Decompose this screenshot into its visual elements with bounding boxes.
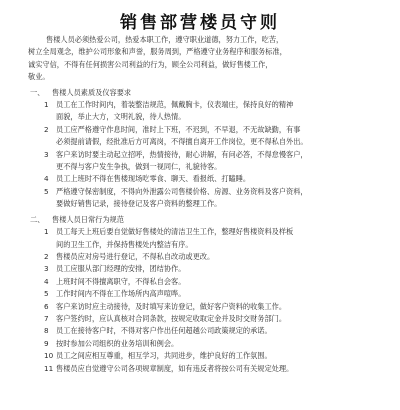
item-text: 要做好销售记录，接待登记及客户资料的整理工作。 — [56, 199, 222, 209]
list-item-line — [0, 161, 400, 173]
item-number: 1 — [44, 227, 49, 237]
item-number: 2 — [44, 124, 49, 134]
item-text: 客户来访时应主动接待，及时填写来访登记，做好客户资料的收集工作。 — [56, 301, 287, 311]
item-text: 售楼员应对房号进行登记，不得私自改动或更改。 — [56, 251, 215, 261]
section-2-items — [0, 226, 400, 375]
item-number: 3 — [44, 149, 49, 159]
list-item-line — [0, 263, 400, 275]
item-text: 更不得与客户发生争执，做到一视同仁，礼貌待客。 — [56, 162, 222, 172]
item-number: 1 — [44, 100, 49, 110]
item-text: 员工在工作时间内，着装整洁规范，佩戴胸卡，仪表端庄，保持良好的精神 — [56, 100, 294, 110]
list-item-line — [0, 111, 400, 123]
item-number: 10 — [44, 351, 54, 361]
intro-line: 敬业。 — [28, 72, 50, 82]
list-item-line — [0, 124, 400, 136]
list-item-line — [0, 325, 400, 337]
item-text: 间的卫生工作，并保持售楼处内整洁有序。 — [56, 239, 193, 249]
section-heading — [0, 214, 400, 226]
section-heading-text: 售楼人员日常行为规范 — [52, 214, 124, 224]
item-text: 上班时间不得擅离职守，不得私自会客。 — [56, 276, 186, 286]
section-heading — [0, 87, 400, 99]
item-text: 客户来访时要主动起立招呼，热情接待，耐心讲解，有问必答，不得怠慢客户， — [56, 149, 308, 159]
item-number: 2 — [44, 251, 49, 261]
section-1-items — [0, 99, 400, 211]
item-number: 4 — [44, 276, 49, 286]
list-item-line — [0, 186, 400, 198]
list-item-line — [0, 251, 400, 263]
item-text: 售楼员应自觉遵守公司各项规章制度，如有违反者将按公司有关规定处理。 — [56, 363, 294, 373]
item-number: 5 — [44, 289, 49, 299]
item-number: 3 — [44, 264, 49, 274]
item-text: 员工上班时不得在售楼现场吃零食、聊天、看报纸、打瞌睡。 — [56, 174, 251, 184]
document-body — [0, 34, 400, 375]
section-heading-text: 售楼人员素质及仪容要求 — [52, 87, 132, 97]
list-item-line — [0, 198, 400, 210]
item-text: 面貌，举止大方，文明礼貌，待人热情。 — [56, 112, 186, 122]
item-number: 4 — [44, 174, 49, 184]
list-item-line — [0, 313, 400, 325]
list-item-line — [0, 350, 400, 362]
list-item-line — [0, 173, 400, 185]
item-text: 员工应严格遵守作息时间，准时上下班，不迟到，不早退，不无故缺勤，有事 — [56, 124, 301, 134]
list-item-line — [0, 301, 400, 313]
item-text: 员工在接待客户时，不得对客户作出任何超越公司政策规定的承诺。 — [56, 326, 272, 336]
item-number: 11 — [44, 363, 54, 373]
item-number: 6 — [44, 301, 49, 311]
list-item-line — [0, 149, 400, 161]
list-item-line — [0, 338, 400, 350]
item-text: 按时参加公司组织的业务培训和例会。 — [56, 338, 179, 348]
item-text: 严格遵守保密制度，不得向外泄露公司售楼价格、房源、业务资料及客户资料， — [56, 186, 308, 196]
section-number: 一、 — [30, 87, 45, 97]
document-title: 销售部营楼员守则 — [120, 13, 280, 33]
item-number: 5 — [44, 186, 49, 196]
intro-line: 售楼人员必须热爱公司，热爱本职工作，遵守职业道德，努力工作，吃苦， — [46, 35, 284, 44]
item-text: 员工应服从部门经理的安排，团结协作。 — [56, 264, 186, 274]
item-text: 员工每天上班后要自觉做好售楼处的清洁卫生工作，整理好售楼资料及样板 — [56, 227, 294, 237]
item-number: 9 — [44, 338, 49, 348]
item-text: 员工之间应相互尊重，相互学习，共同进步，维护良好的工作氛围。 — [56, 351, 272, 361]
list-item-line — [0, 136, 400, 148]
list-item-line — [0, 239, 400, 251]
list-item-line — [0, 226, 400, 238]
item-number: 8 — [44, 326, 49, 336]
intro-line: 树立全局观念，维护公司形象和声誉，服务周到，严格遵守业务程序和服务标准， — [28, 47, 287, 57]
item-text: 客户签约时，应认真核对合同条款，按规定收取定金并及时交财务部门。 — [56, 313, 287, 323]
item-number: 7 — [44, 313, 49, 323]
item-text: 工作时间内不得在工作场所内高声喧哗。 — [56, 289, 186, 299]
intro-paragraph — [0, 34, 400, 84]
item-text: 必须提前请假，经批准后方可离岗，不得擅自离开工作岗位，更不得私自外出。 — [56, 137, 308, 147]
list-item-line — [0, 363, 400, 375]
list-item-line — [0, 99, 400, 111]
section-number: 二、 — [30, 214, 45, 224]
intro-line: 诚实守信，不得有任何损害公司利益的行为，顾全公司利益，做好售楼工作， — [28, 59, 273, 69]
list-item-line — [0, 276, 400, 288]
list-item-line — [0, 288, 400, 300]
